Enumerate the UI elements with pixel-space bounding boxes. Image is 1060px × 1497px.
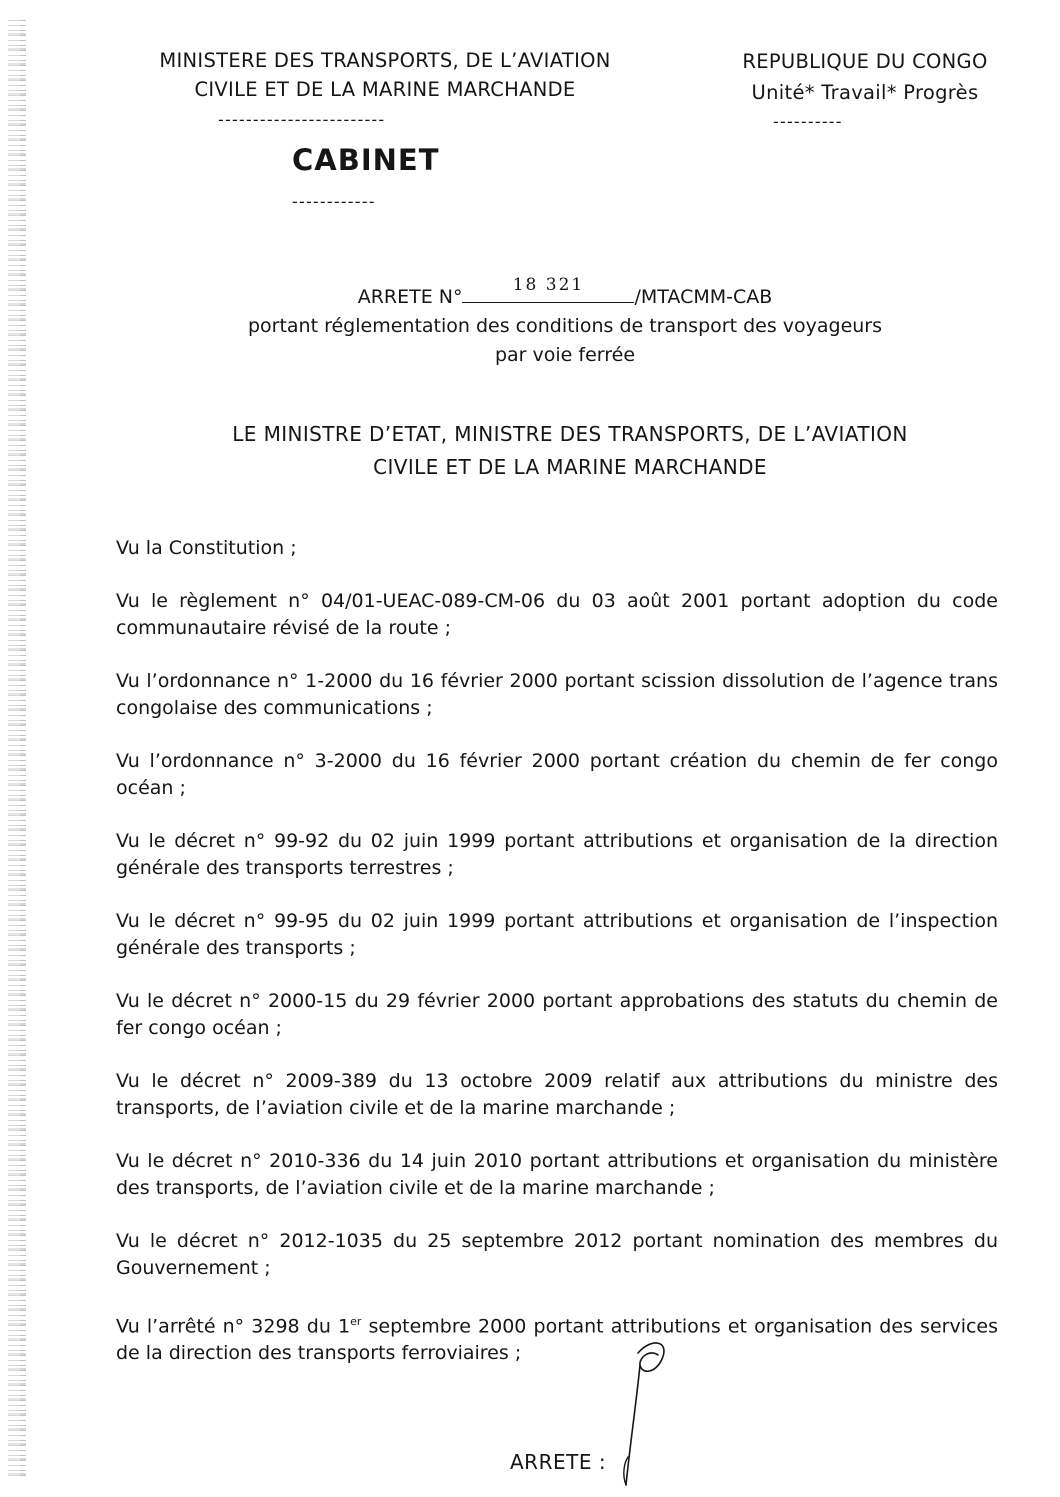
considerant-item: Vu le décret n° 2010-336 du 14 juin 2010 portant attributions et organisation du ministère des transports, de l’aviation civile et de la marine marchande ; [116,1150,998,1199]
minister-line-1: LE MINISTRE D’ETAT, MINISTRE DES TRANSPORTS, DE L’AVIATION [232,422,908,446]
considerant-item: Vu le décret n° 2009-389 du 13 octobre 2009 relatif aux attributions du ministre des transports, de l’aviation civile et de la marine marchande ; [116,1070,998,1119]
arrete-title-block [140,275,990,370]
considerant-item: Vu la Constitution ; [116,537,297,559]
considerant-last-end: septembre 2000 portant attributions et organisation des services de la direction des transports ferroviaires ; [116,1315,999,1365]
considerant-item-last [116,1308,998,1367]
cabinet-separator: ------------ [292,192,376,211]
ministry-header [105,46,665,104]
ministry-line-1: MINISTERE DES TRANSPORTS, DE L’AVIATION [159,49,611,72]
scan-edge-artifact [20,20,26,1480]
arrete-heading: ARRETE : [510,1450,607,1474]
considerant-item: Vu l’ordonnance n° 3-2000 du 16 février 2000 portant création du chemin de fer congo océan ; [116,750,998,799]
republic-header [690,46,1040,108]
arrete-subject-line-1: portant réglementation des conditions de transport des voyageurs [247,315,883,337]
minister-line-2: CIVILE ET DE LA MARINE MARCHANDE [373,455,767,479]
republic-separator: ---------- [773,112,843,131]
considerant-item: Vu le décret n° 2000-15 du 29 février 2000 portant approbations des statuts du chemin de fer congo océan ; [116,990,998,1039]
arrete-number-field [462,275,634,303]
handwritten-paraphe [600,1335,690,1495]
minister-heading [140,418,1000,484]
national-motto: Unité* Travail* Progrès [751,81,979,104]
ministry-separator: ------------------------ [218,110,386,129]
arrete-number: 18 321 [512,275,585,295]
considerant-item: Vu le règlement n° 04/01-UEAC-089-CM-06 du 03 août 2001 portant adoption du code communautaire révisé de la route ; [116,590,998,639]
considerants-list [116,535,998,1393]
considerant-item: Vu le décret n° 2012-1035 du 25 septembre 2012 portant nomination des membres du Gouvernement ; [116,1230,998,1279]
arrete-prefix: ARRETE N° [357,286,463,308]
arrete-subject-line-2: par voie ferrée [494,344,636,366]
considerant-last-start: Vu l’arrêté n° 3298 du 1 [116,1315,351,1338]
republic-name: REPUBLIQUE DU CONGO [742,50,988,73]
considerant-last-superscript: er [350,1315,362,1328]
considerant-item: Vu l’ordonnance n° 1-2000 du 16 février 2000 portant scission dissolution de l’agence trans congolaise des communications ; [116,670,998,719]
considerant-item: Vu le décret n° 99-92 du 02 juin 1999 portant attributions et organisation de la direction générale des transports terrestres ; [116,830,998,879]
considerant-item: Vu le décret n° 99-95 du 02 juin 1999 portant attributions et organisation de l’inspection générale des transports ; [116,910,998,959]
cabinet-heading: CABINET [292,143,440,177]
arrete-suffix: /MTACMM-CAB [634,286,773,308]
arrete-number-line [357,275,773,312]
ministry-line-2: CIVILE ET DE LA MARINE MARCHANDE [194,78,576,101]
